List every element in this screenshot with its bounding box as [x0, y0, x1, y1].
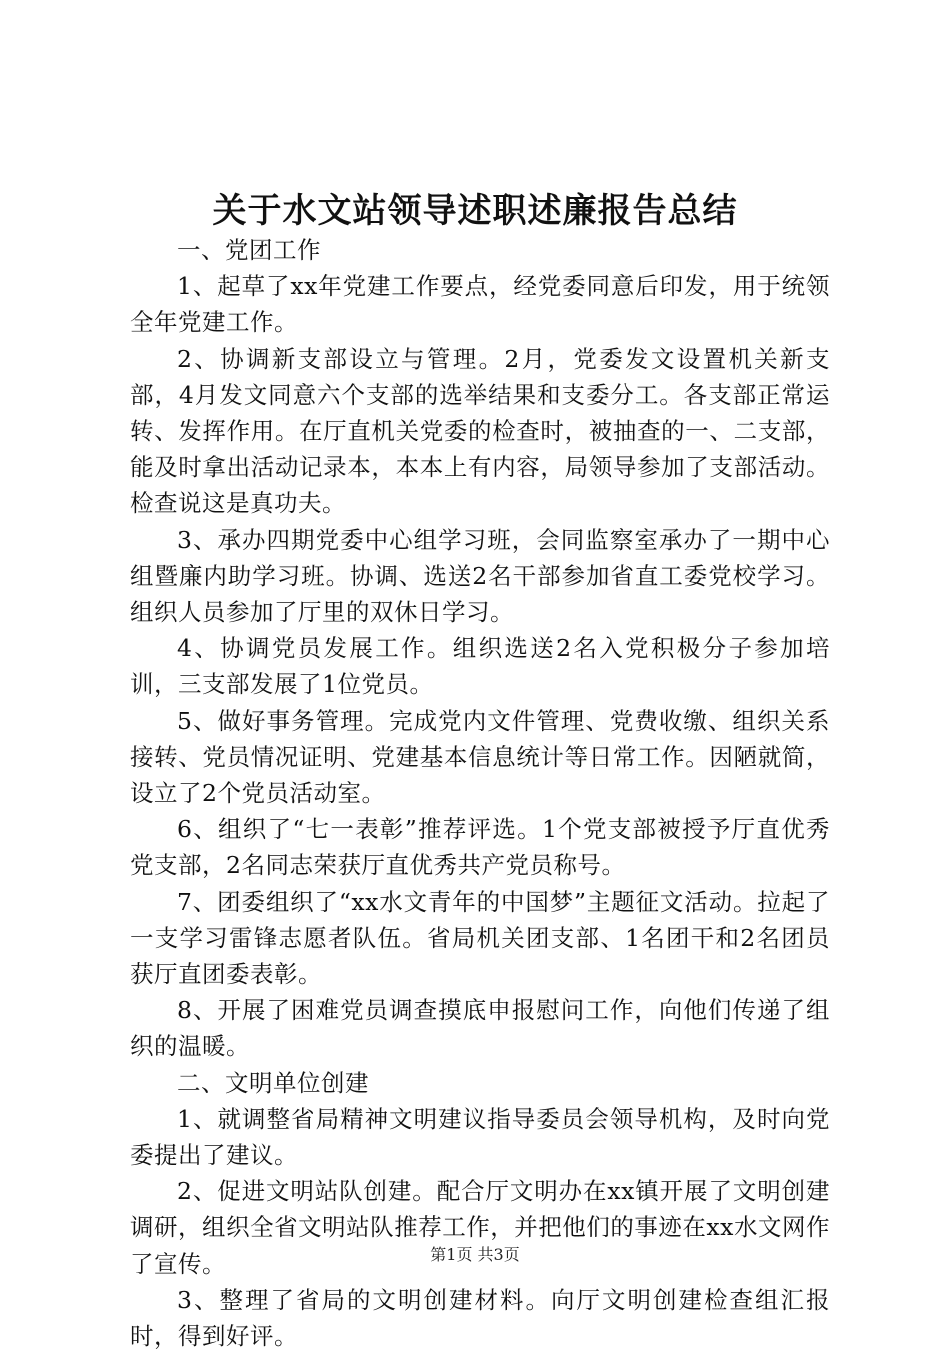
paragraph-item: 2、促进文明站队创建。配合厅文明办在xx镇开展了文明创建调研，组织全省文明站队推荐工作，并把他们的事迹在xx水文网作了宣传。 — [130, 1177, 830, 1278]
page-number-footer: 第1页 共3页 — [430, 1245, 520, 1264]
paragraph-item: 3、整理了省局的文明创建材料。向厅文明创建检查组汇报时，得到好评。 — [130, 1285, 830, 1351]
paragraph-item: 4、协调党员发展工作。组织选送2名入党积极分子参加培训，三支部发展了1位党员。 — [130, 634, 830, 699]
paragraph-item: 7、团委组织了“xx水文青年的中国梦”主题征文活动。拉起了一支学习雷锋志愿者队伍。省局机关团支部、1名团干和2名团员获厅直团委表彰。 — [130, 887, 830, 989]
paragraph-item: 3、承办四期党委中心组学习班，会同监察室承办了一期中心组暨廉内助学习班。协调、选送2名干部参加省直工委党校学习。组织人员参加了厅里的双休日学习。 — [130, 525, 830, 627]
paragraph-item: 2、协调新支部设立与管理。2月，党委发文设置机关新支部，4月发文同意六个支部的选举结果和支委分工。各支部正常运转、发挥作用。在厅直机关党委的检查时，被抽查的一、二支部，能及时拿出活动记录本，本本上有内容，局领导参加了支部活动。检查说这是真功夫。 — [130, 344, 830, 518]
document-body — [130, 232, 830, 1354]
document-title: 关于水文站领导述职述廉报告总结 — [212, 191, 738, 231]
paragraph-item: 5、做好事务管理。完成党内文件管理、党费收缴、组织关系接转、党员情况证明、党建基本信息统计等日常工作。因陋就简，设立了2个党员活动室。 — [130, 706, 830, 808]
paragraph-item: 8、开展了困难党员调查摸底申报慰问工作，向他们传递了组织的温暖。 — [130, 996, 830, 1061]
section-heading-party-work: 一、党团工作 — [177, 236, 321, 264]
section-heading-civilization: 二、文明单位创建 — [177, 1068, 369, 1097]
paragraph-item: 6、组织了“七一表彰”推荐评选。1个党支部被授予厅直优秀党支部，2名同志荣获厅直优秀共产党员称号。 — [130, 815, 830, 880]
paragraph-item: 1、就调整省局精神文明建议指导委员会领导机构，及时向党委提出了建议。 — [130, 1104, 830, 1170]
paragraph-item: 1、起草了xx年党建工作要点，经党委同意后印发，用于统领全年党建工作。 — [130, 272, 830, 337]
